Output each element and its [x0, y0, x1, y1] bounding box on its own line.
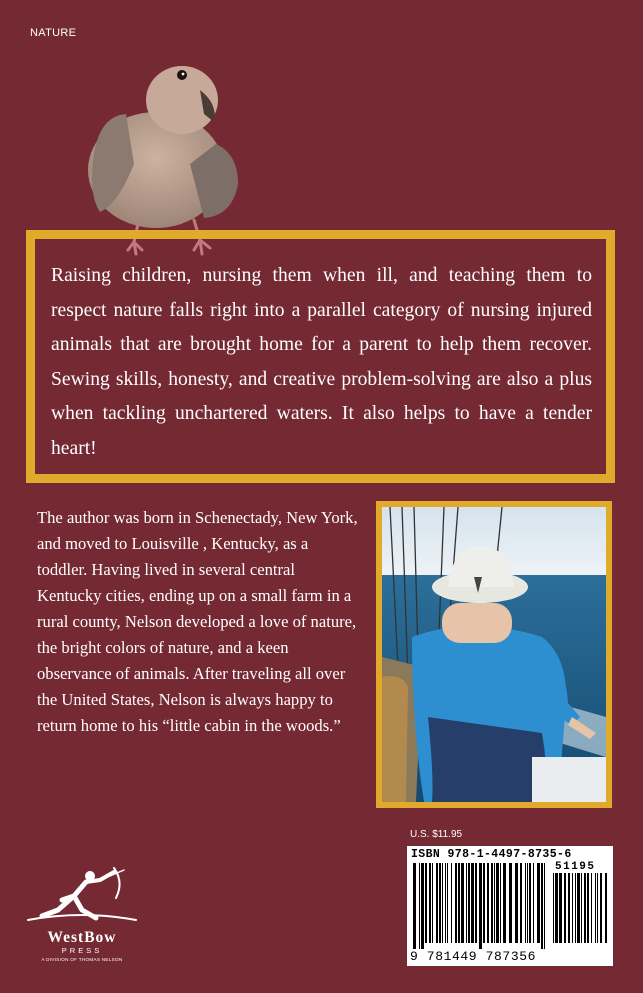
barcode-addon-bars — [553, 873, 609, 949]
barcode-bars — [413, 863, 547, 949]
publisher-sub: PRESS — [61, 946, 103, 955]
publisher-name: WestBow — [47, 929, 117, 946]
archer-icon — [22, 866, 142, 924]
barcode-digits: 9 781449 787356 — [410, 949, 537, 964]
author-photo — [376, 501, 612, 808]
isbn-label: ISBN 978-1-4497-8735-6 — [411, 848, 572, 861]
author-photo-image — [382, 507, 606, 802]
blurb-box — [26, 230, 615, 483]
blurb-text: Raising children, nursing them when ill, and teaching them to respect nature falls right into a parallel category of nursing injured animals that are brought home for a parent to help them recover. Sewing skills, honesty, and creative problem-solving are also a plus when tackling unchartered waters. It also helps to have a tender heart! — [51, 265, 592, 459]
barcode — [407, 846, 613, 966]
author-bio: The author was born in Schenectady, New York, and moved to Louisville , Kentucky, as a toddler. Having lived in several central Kentucky cities, ending up on a small farm in a rural county, Nelson developed a love of nature, the bright colors of nature, and a keen observance of animals. After traveling all over the United States, Nelson is always happy to return home to his “little cabin in the woods.” — [37, 508, 358, 735]
category-label: NATURE — [30, 27, 77, 39]
barcode-addon-digits: 51195 — [555, 861, 596, 873]
dove-image — [86, 44, 246, 256]
publisher-division: A DIVISION OF THOMAS NELSON — [41, 957, 123, 962]
price-label: U.S. $11.95 — [410, 829, 463, 840]
publisher-logo — [22, 866, 142, 962]
